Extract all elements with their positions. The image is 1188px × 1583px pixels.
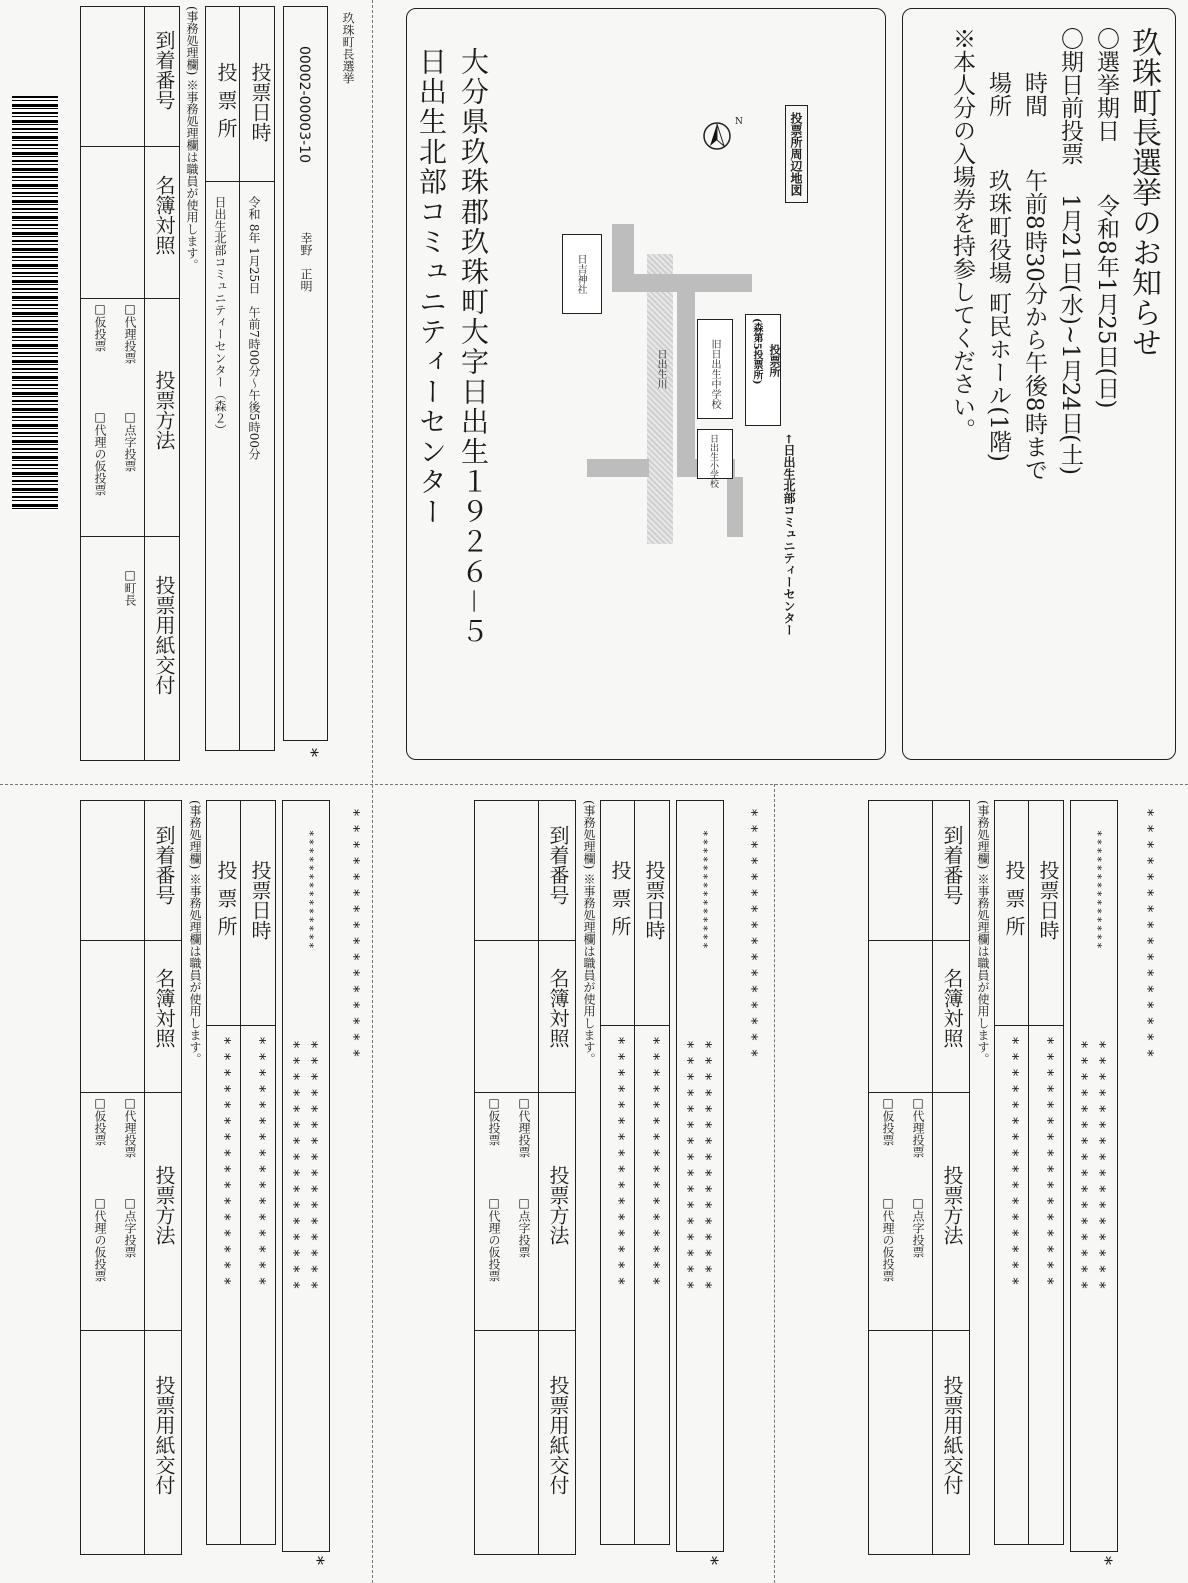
ticket-c-top-stars: **************** [345, 808, 363, 1065]
ticket-b-masked-col1: **************** [697, 1040, 715, 1297]
ticket-b-masked-short: ************** [697, 830, 710, 951]
election-date: 令和8年1月25日(日) [1093, 194, 1119, 409]
ticket-a-place-label: 投票所 [1002, 860, 1026, 944]
issue-option-mayor[interactable]: □町長 [123, 568, 137, 606]
ticket-b-method-proxy-provisional[interactable]: □代理の仮投票 [487, 1196, 501, 1282]
ticket-a-masked-col1: **************** [1091, 1040, 1109, 1297]
cut-line-vertical-right [774, 784, 775, 1583]
ticket-b-issue-label: 投票用紙交付 [546, 1375, 570, 1495]
method-option-provisional[interactable]: □仮投票 [93, 302, 107, 352]
method-option-proxy-provisional[interactable]: □代理の仮投票 [93, 410, 107, 496]
ticket-c-register-label: 名簿対照 [152, 968, 176, 1048]
ticket-a-date-label: 投票日時 [1036, 860, 1060, 940]
cut-line-vertical-left [372, 0, 373, 1583]
ticket-b-place-stars: **************** [610, 1036, 628, 1293]
ticket-a-place-stars: **************** [1004, 1036, 1022, 1293]
ticket-asterisk-main: * [300, 748, 321, 757]
ticket-b-top-stars: **************** [743, 808, 761, 1065]
area-map [557, 214, 797, 554]
ticket-c-asterisk: * [306, 1556, 327, 1565]
ticket-b-arrival-label: 到着番号 [546, 825, 570, 905]
ticket-a-register-label: 名簿対照 [940, 968, 964, 1048]
ticket-c-method-proxy[interactable]: □代理投票 [123, 1096, 137, 1158]
river-label: 日出生川 [655, 349, 666, 389]
ticket-c-masked-col2: **************** [285, 1040, 303, 1297]
shrine-label: 日吉神社 [575, 254, 586, 294]
time-value: 午前8時30分から午後8時まで [1021, 169, 1047, 481]
voter-name: 幸野 正明 [299, 232, 313, 292]
date-value: 令和 8年 1月25日 午前7時00分～午後5時00分 [247, 196, 261, 460]
ticket-c-method-provisional[interactable]: □仮投票 [93, 1096, 107, 1146]
ticket-c-method-proxy-provisional[interactable]: □代理の仮投票 [93, 1196, 107, 1282]
ticket-b-masked-col2: **************** [679, 1040, 697, 1297]
ticket-a-method-proxy-provisional[interactable]: □代理の仮投票 [881, 1196, 895, 1282]
ticket-a-masked-col2: **************** [1073, 1040, 1091, 1297]
ticket-b-office-note: (事務処理欄) ※事務処理欄は職員が使用します。 [582, 800, 596, 1066]
notice-title: 玖珠町長選挙のお知らせ [1126, 27, 1161, 357]
ticket-b-method-provisional[interactable]: □仮投票 [487, 1096, 501, 1146]
place-value: 玖珠町役場 町民ホール(1階) [985, 169, 1011, 462]
ticket-c-masked-short: ************** [303, 830, 316, 951]
ticket-c-date-label: 投票日時 [248, 860, 272, 940]
office-note: (事務処理欄) ※事務処理欄は職員が使用します。 [185, 6, 199, 272]
notice-box [902, 8, 1176, 760]
ticket-c-method-label: 投票方法 [152, 1165, 176, 1245]
ticket-c-method-braille[interactable]: □点字投票 [123, 1196, 137, 1258]
polling-place-sub: (森第5投票所) [751, 318, 762, 385]
ticket-a-method-braille[interactable]: □点字投票 [911, 1196, 925, 1258]
place-label: 場所 [985, 71, 1011, 117]
north-label: N [735, 117, 743, 127]
polling-place-label: 投票所 [768, 344, 781, 377]
voter-number: 00002-00003-10 [296, 46, 312, 163]
cut-line-horizontal [0, 784, 1188, 785]
map-arrow-label: ←日出生北部コミュニティーセンター [782, 434, 796, 637]
jhs-label: 旧日出生中学校 [709, 339, 720, 409]
ticket-a-arrival-label: 到着番号 [940, 825, 964, 905]
method-label: 投票方法 [152, 370, 176, 450]
ticket-b-date-stars: **************** [645, 1036, 663, 1293]
ticket-a-asterisk: * [1094, 1556, 1115, 1565]
ticket-b-asterisk: * [700, 1556, 721, 1565]
ticket-c-masked-col1: **************** [303, 1040, 321, 1297]
address-line1: 大分県玖珠郡玖珠町大字日出生１９２６－５ [457, 47, 490, 648]
ticket-c-arrival-label: 到着番号 [152, 825, 176, 905]
ticket-a-office-note: (事務処理欄) ※事務処理欄は職員が使用します。 [976, 800, 990, 1066]
method-option-braille[interactable]: □点字投票 [123, 410, 137, 472]
ticket-b-date-label: 投票日時 [642, 860, 666, 940]
method-option-proxy[interactable]: □代理投票 [123, 302, 137, 364]
ticket-c-issue-label: 投票用紙交付 [152, 1375, 176, 1495]
ticket-b-place-label: 投票所 [608, 860, 632, 944]
ticket-c-office-note: (事務処理欄) ※事務処理欄は職員が使用します。 [188, 800, 202, 1066]
barcode [12, 96, 58, 511]
arrival-label: 到着番号 [152, 30, 176, 110]
ticket-b-method-label: 投票方法 [546, 1165, 570, 1245]
issue-label: 投票用紙交付 [152, 575, 176, 695]
ticket-c-place-stars: **************** [216, 1036, 234, 1293]
es-label: 日出生小学校 [708, 434, 718, 488]
early-vote-period: 1月21日(水)~1月24日(土) [1057, 194, 1083, 475]
election-name: 玖珠町長選挙 [341, 12, 355, 84]
ticket-b-method-braille[interactable]: □点字投票 [517, 1196, 531, 1258]
address-line2: 日出生北部コミュニティーセンター [415, 47, 448, 527]
ticket-a-method-label: 投票方法 [940, 1165, 964, 1245]
ticket-a-date-stars: **************** [1039, 1036, 1057, 1293]
place-label: 投票所 [214, 62, 238, 146]
ticket-b-register-label: 名簿対照 [546, 968, 570, 1048]
date-label: 投票日時 [248, 62, 272, 142]
bring-note: ※本人分の入場券を持参してください。 [949, 27, 975, 441]
ticket-a-method-proxy[interactable]: □代理投票 [911, 1096, 925, 1158]
register-label: 名簿対照 [152, 175, 176, 255]
ticket-a-top-stars: **************** [1139, 808, 1157, 1065]
north-arrow-icon [702, 121, 732, 151]
ticket-c-date-stars: **************** [251, 1036, 269, 1293]
map-address-box [406, 8, 886, 760]
time-label: 時間 [1021, 71, 1047, 117]
election-date-label: 〇選挙期日 [1093, 27, 1119, 142]
ticket-b-method-proxy[interactable]: □代理投票 [517, 1096, 531, 1158]
map-heading: 投票所周辺地図 [785, 105, 808, 203]
early-vote-label: 〇期日前投票 [1057, 27, 1083, 165]
ticket-c-place-label: 投票所 [214, 860, 238, 944]
place-value: 日出生北部コミュニティーセンター（森２） [213, 196, 227, 436]
ticket-a-masked-short: ************** [1091, 830, 1104, 951]
ticket-a-issue-label: 投票用紙交付 [940, 1375, 964, 1495]
ticket-a-method-provisional[interactable]: □仮投票 [881, 1096, 895, 1146]
